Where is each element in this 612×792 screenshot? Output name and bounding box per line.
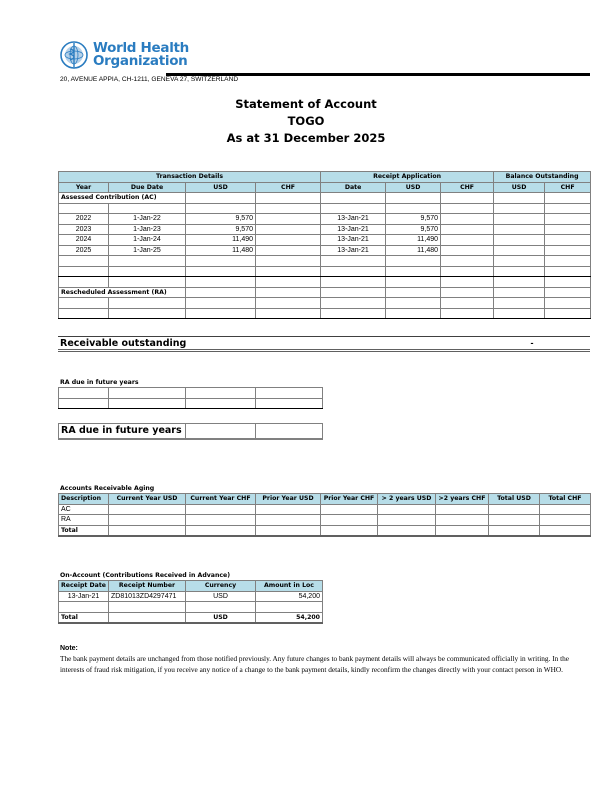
cell-due-date: 1-Jan-23 <box>109 224 186 235</box>
cell-balance-chf <box>545 224 591 235</box>
col-prior-year-chf: Prior Year CHF <box>321 494 378 505</box>
cell-balance-usd <box>494 214 545 225</box>
cell-receipt-date: 13-Jan-21 <box>59 591 109 602</box>
ac-section-label: Assessed Contribution (AC) <box>59 193 186 204</box>
cell-chf <box>256 224 321 235</box>
col-amount: Amount in Loc <box>256 581 323 592</box>
aging-header-row <box>59 494 591 505</box>
group-header-receipt: Receipt Application <box>321 172 494 183</box>
table-row <box>59 224 591 235</box>
col-due-date: Due Date <box>109 182 186 193</box>
statement-title <box>0 96 612 147</box>
cell-usd: 11,480 <box>186 245 256 256</box>
cell-date: 13-Jan-21 <box>321 224 386 235</box>
col-usd: USD <box>186 182 256 193</box>
table-row <box>59 504 591 515</box>
col-prior-year-usd: Prior Year USD <box>256 494 321 505</box>
ra-future-section-label: RA due in future years <box>60 379 139 386</box>
cell-balance-chf <box>545 235 591 246</box>
ra-future-table <box>58 387 323 409</box>
col-description: Description <box>59 494 109 505</box>
on-account-section-label: On-Account (Contributions Received in Advance) <box>60 572 231 579</box>
ra-section-row <box>59 287 591 298</box>
table-row <box>59 245 591 256</box>
aging-section-label: Accounts Receivable Aging <box>60 485 155 492</box>
table-row <box>59 298 591 309</box>
title-date: As at 31 December 2025 <box>226 131 386 145</box>
on-account-header-row <box>59 581 323 592</box>
col-receipt-number: Receipt Number <box>109 581 186 592</box>
note-block <box>60 644 595 675</box>
table-row <box>59 591 323 602</box>
table-row <box>59 256 591 267</box>
table-row <box>59 277 591 288</box>
cell-receipt-usd: 11,490 <box>386 235 441 246</box>
cell-due-date: 1-Jan-22 <box>109 214 186 225</box>
cell-year: 2024 <box>59 235 109 246</box>
who-emblem-icon <box>59 40 89 70</box>
col-total-chf: Total CHF <box>540 494 591 505</box>
ac-section-row <box>59 193 591 204</box>
cell-receipt-usd: 11,480 <box>386 245 441 256</box>
aging-table <box>58 493 591 537</box>
table-row <box>59 515 591 526</box>
group-header-row <box>59 172 591 183</box>
title-line1: Statement of Account <box>235 97 377 111</box>
col-year: Year <box>59 182 109 193</box>
cell-date: 13-Jan-21 <box>321 235 386 246</box>
receivable-outstanding-label: Receivable outstanding <box>60 337 187 349</box>
cell-usd: 9,570 <box>186 214 256 225</box>
col-over-2-years-chf: >2 years CHF <box>436 494 489 505</box>
cell-usd: 11,490 <box>186 235 256 246</box>
ra-future-total-label: RA due in future years <box>59 424 186 439</box>
cell-currency: USD <box>186 591 256 602</box>
table-row <box>59 398 323 409</box>
table-row <box>59 602 323 613</box>
cell-receipt-usd: 9,570 <box>386 224 441 235</box>
cell-receipt-number: ZD81013ZD4297471 <box>109 591 186 602</box>
cell-chf <box>256 235 321 246</box>
cell-date: 13-Jan-21 <box>321 245 386 256</box>
cell-receipt-chf <box>441 235 494 246</box>
statement-table <box>58 171 591 319</box>
col-receipt-date: Receipt Date <box>59 581 109 592</box>
cell-balance-usd <box>494 235 545 246</box>
group-header-balance: Balance Outstanding <box>494 172 591 183</box>
ra-future-total-table <box>58 423 323 440</box>
receivable-outstanding-row <box>58 336 590 352</box>
cell-year: 2023 <box>59 224 109 235</box>
col-balance-usd: USD <box>494 182 545 193</box>
cell-usd: 9,570 <box>186 224 256 235</box>
who-logo <box>59 38 189 72</box>
table-row <box>59 235 591 246</box>
note-title: Note: <box>60 645 78 652</box>
col-receipt-usd: USD <box>386 182 441 193</box>
cell-receipt-usd: 9,570 <box>386 214 441 225</box>
aging-total-label: Total <box>59 525 109 536</box>
ra-future-total-row <box>59 424 323 439</box>
ra-section-label: Rescheduled Assessment (RA) <box>59 287 186 298</box>
col-currency: Currency <box>186 581 256 592</box>
org-name-line2: Organization <box>93 53 188 69</box>
table-row <box>59 266 591 277</box>
cell-date: 13-Jan-21 <box>321 214 386 225</box>
cell-year: 2022 <box>59 214 109 225</box>
col-date: Date <box>321 182 386 193</box>
table-row <box>59 203 591 214</box>
cell-balance-usd <box>494 224 545 235</box>
note-text: The bank payment details are unchanged from those notified previously. Any future changes to bank payment details will always be communicated officially in writing. In the interests of fraud risk mitigation, if you receive any notice of a change to the bank payment details, kindly reconfirm the changes directly with your contact person in WHO. <box>60 654 570 674</box>
title-country: TOGO <box>287 114 325 128</box>
address: 20, AVENUE APPIA, CH-1211, GENEVA 27, SWITZERLAND <box>60 76 239 83</box>
aging-row-label: AC <box>59 504 109 515</box>
on-account-total-currency: USD <box>186 612 256 623</box>
cell-amount: 54,200 <box>256 591 323 602</box>
cell-due-date: 1-Jan-25 <box>109 245 186 256</box>
on-account-total-amount: 54,200 <box>256 612 323 623</box>
cell-receipt-chf <box>441 245 494 256</box>
col-receipt-chf: CHF <box>441 182 494 193</box>
col-total-usd: Total USD <box>489 494 540 505</box>
on-account-total-label: Total <box>59 612 109 623</box>
aging-total-row <box>59 525 591 536</box>
col-current-year-chf: Current Year CHF <box>186 494 256 505</box>
col-over-2-years-usd: > 2 years USD <box>378 494 436 505</box>
org-name-line1: World Health <box>93 40 189 56</box>
cell-year: 2025 <box>59 245 109 256</box>
col-balance-chf: CHF <box>545 182 591 193</box>
on-account-table <box>58 580 323 624</box>
cell-receipt-chf <box>441 224 494 235</box>
org-name <box>93 42 189 68</box>
cell-due-date: 1-Jan-24 <box>109 235 186 246</box>
cell-chf <box>256 245 321 256</box>
cell-balance-chf <box>545 214 591 225</box>
column-header-row <box>59 182 591 193</box>
aging-row-label: RA <box>59 515 109 526</box>
on-account-total-row <box>59 612 323 623</box>
col-chf: CHF <box>256 182 321 193</box>
table-row <box>59 308 591 319</box>
table-row <box>59 388 323 399</box>
cell-balance-chf <box>545 245 591 256</box>
group-header-transaction: Transaction Details <box>59 172 321 183</box>
cell-balance-usd <box>494 245 545 256</box>
table-row <box>59 214 591 225</box>
cell-chf <box>256 214 321 225</box>
col-current-year-usd: Current Year USD <box>109 494 186 505</box>
cell-receipt-chf <box>441 214 494 225</box>
receivable-outstanding-value: - <box>530 338 534 348</box>
